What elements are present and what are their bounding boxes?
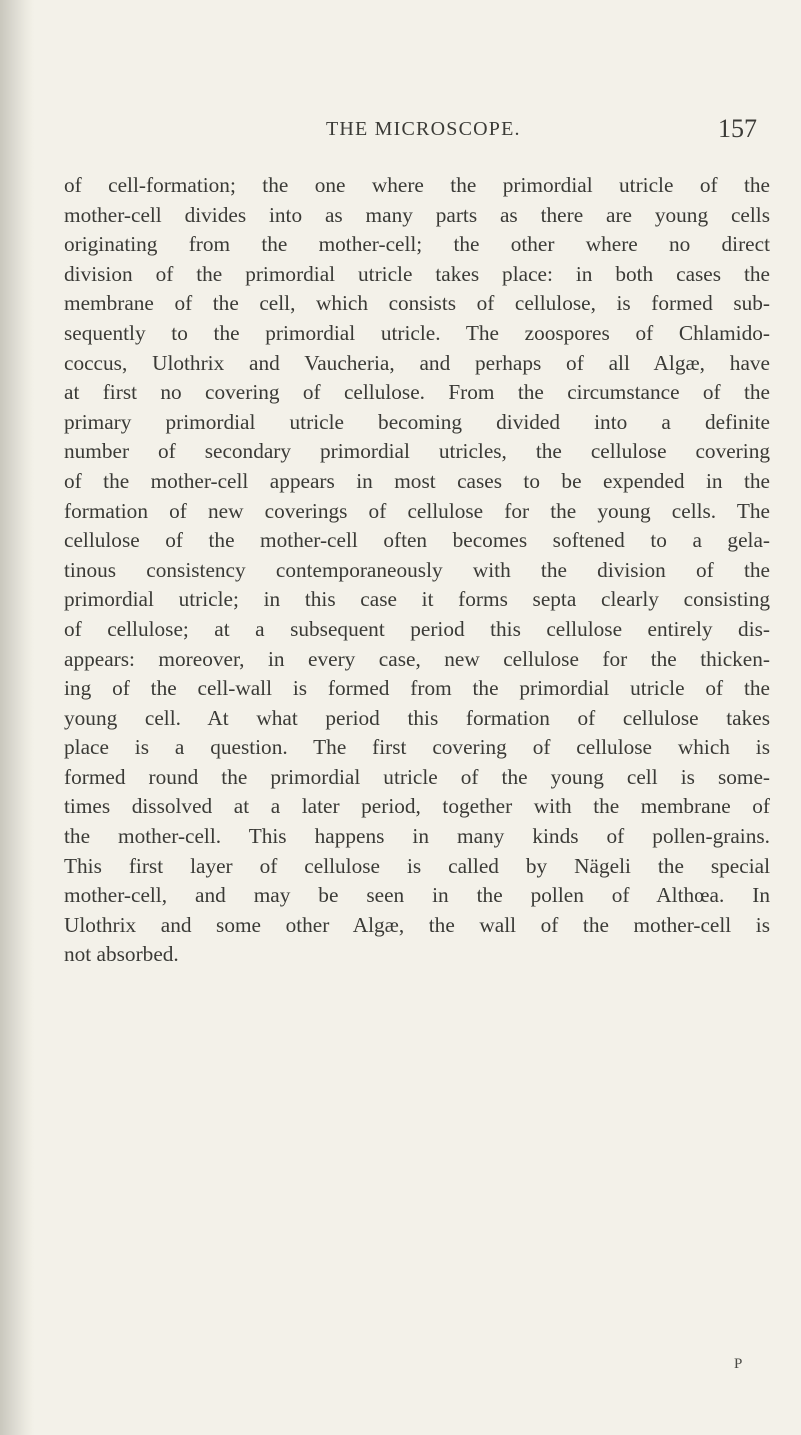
signature-mark: P	[734, 1356, 743, 1372]
text-line: sequently to the primordial utricle. The zoospores of Chlamido-	[64, 320, 770, 345]
text-line: formed round the primordial utricle of the young cell is some-	[64, 764, 770, 789]
page-number: 157	[718, 114, 757, 143]
text-line: number of secondary primordial utricles, the cellulose covering	[64, 439, 770, 464]
text-line: division of the primordial utricle takes place: in both cases the	[64, 261, 770, 286]
text-line: place is a question. The first covering of cellulose which is	[64, 735, 770, 760]
text-line: of the mother-cell appears in most cases to be expended in the	[64, 468, 770, 493]
text-line: primary primordial utricle becoming divided into a definite	[64, 409, 770, 434]
text-line: formation of new coverings of cellulose for the young cells. The	[64, 498, 770, 523]
text-line: appears: moreover, in every case, new cellulose for the thicken-	[64, 646, 770, 671]
text-line: cellulose of the mother-cell often becomes softened to a gela-	[64, 528, 770, 553]
text-line: of cell-formation; the one where the primordial utricle of the	[64, 173, 770, 197]
text-line: This first layer of cellulose is called by Nägeli the special	[64, 853, 770, 878]
running-title: THE MICROSCOPE.	[326, 118, 521, 140]
text-line: ing of the cell-wall is formed from the primordial utricle of the	[64, 676, 770, 701]
text-line: originating from the mother-cell; the other where no direct	[64, 232, 770, 257]
text-line: mother-cell, and may be seen in the pollen of Althœa. In	[64, 883, 770, 908]
text-line: the mother-cell. This happens in many kinds of pollen-grains.	[64, 824, 770, 849]
text-line: times dissolved at a later period, together with the membrane of	[64, 794, 770, 819]
text-line: mother-cell divides into as many parts as there are young cells	[64, 202, 770, 227]
running-head	[0, 114, 801, 148]
text-line: of cellulose; at a subsequent period this cellulose entirely dis-	[64, 616, 770, 641]
text-line: tinous consistency contemporaneously with the division of the	[64, 557, 770, 582]
text-line: at first no covering of cellulose. From the circumstance of the	[64, 380, 770, 405]
text-line: membrane of the cell, which consists of cellulose, is formed sub-	[64, 291, 770, 316]
body-paragraph	[64, 171, 770, 970]
gutter-shadow	[0, 0, 34, 1435]
text-line: Ulothrix and some other Algæ, the wall of the mother-cell is	[64, 912, 770, 937]
text-line: primordial utricle; in this case it forms septa clearly consisting	[64, 587, 770, 612]
text-line: young cell. At what period this formation of cellulose takes	[64, 705, 770, 730]
text-line: coccus, Ulothrix and Vaucheria, and perhaps of all Algæ, have	[64, 350, 770, 375]
text-line-last: not absorbed.	[64, 942, 179, 967]
